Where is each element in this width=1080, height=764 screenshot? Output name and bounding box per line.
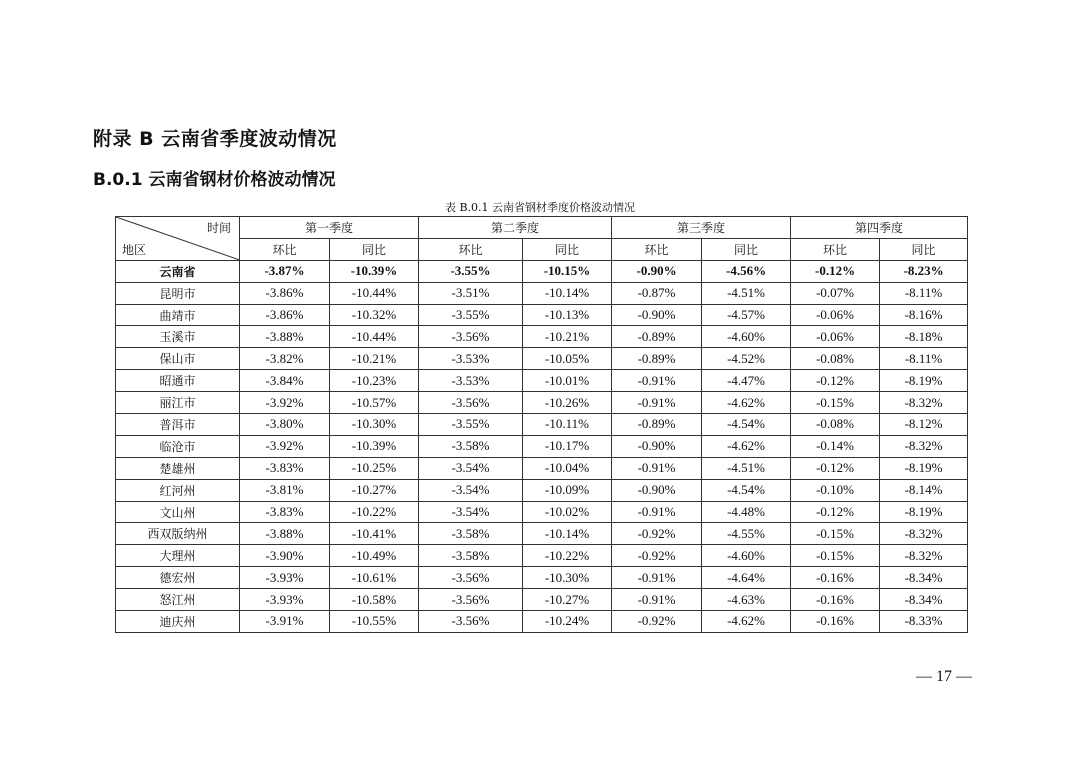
value-cell: -8.33% bbox=[880, 611, 968, 633]
region-cell: 楚雄州 bbox=[116, 457, 240, 479]
value-cell: -3.53% bbox=[419, 370, 523, 392]
table-row bbox=[116, 611, 968, 633]
value-cell: -8.32% bbox=[880, 545, 968, 567]
value-cell: -3.91% bbox=[240, 611, 330, 633]
table-row bbox=[116, 523, 968, 545]
value-cell: -0.06% bbox=[791, 304, 880, 326]
value-cell: -10.21% bbox=[330, 348, 419, 370]
value-cell: -3.83% bbox=[240, 501, 330, 523]
quarter-header-2: 第二季度 bbox=[419, 217, 612, 239]
value-cell: -8.19% bbox=[880, 457, 968, 479]
value-cell: -0.12% bbox=[791, 260, 880, 282]
metric-header-tb: 同比 bbox=[330, 238, 419, 260]
quarter-header-3: 第三季度 bbox=[612, 217, 791, 239]
region-cell: 怒江州 bbox=[116, 589, 240, 611]
value-cell: -0.15% bbox=[791, 545, 880, 567]
region-cell: 丽江市 bbox=[116, 392, 240, 414]
table-row bbox=[116, 282, 968, 304]
value-cell: -10.01% bbox=[523, 370, 612, 392]
value-cell: -10.49% bbox=[330, 545, 419, 567]
value-cell: -3.86% bbox=[240, 304, 330, 326]
table-row bbox=[116, 435, 968, 457]
value-cell: -10.41% bbox=[330, 523, 419, 545]
value-cell: -4.60% bbox=[702, 545, 791, 567]
value-cell: -0.08% bbox=[791, 348, 880, 370]
region-cell: 文山州 bbox=[116, 501, 240, 523]
steel-price-table bbox=[115, 216, 968, 633]
region-cell: 德宏州 bbox=[116, 567, 240, 589]
value-cell: -10.25% bbox=[330, 457, 419, 479]
value-cell: -10.22% bbox=[523, 545, 612, 567]
value-cell: -10.02% bbox=[523, 501, 612, 523]
quarter-header-1: 第一季度 bbox=[240, 217, 419, 239]
value-cell: -0.06% bbox=[791, 326, 880, 348]
value-cell: -3.90% bbox=[240, 545, 330, 567]
region-cell: 曲靖市 bbox=[116, 304, 240, 326]
value-cell: -3.56% bbox=[419, 589, 523, 611]
value-cell: -4.62% bbox=[702, 435, 791, 457]
region-cell: 昆明市 bbox=[116, 282, 240, 304]
table-row bbox=[116, 457, 968, 479]
value-cell: -0.92% bbox=[612, 523, 702, 545]
value-cell: -0.90% bbox=[612, 260, 702, 282]
value-cell: -0.91% bbox=[612, 501, 702, 523]
value-cell: -0.08% bbox=[791, 414, 880, 436]
value-cell: -10.44% bbox=[330, 326, 419, 348]
value-cell: -3.55% bbox=[419, 304, 523, 326]
value-cell: -10.15% bbox=[523, 260, 612, 282]
value-cell: -10.26% bbox=[523, 392, 612, 414]
value-cell: -10.30% bbox=[523, 567, 612, 589]
value-cell: -10.14% bbox=[523, 282, 612, 304]
value-cell: -10.14% bbox=[523, 523, 612, 545]
metric-header-tb: 同比 bbox=[880, 238, 968, 260]
value-cell: -4.55% bbox=[702, 523, 791, 545]
value-cell: -4.62% bbox=[702, 611, 791, 633]
value-cell: -8.19% bbox=[880, 370, 968, 392]
metric-header-hb: 环比 bbox=[612, 238, 702, 260]
table-row bbox=[116, 392, 968, 414]
value-cell: -3.93% bbox=[240, 567, 330, 589]
value-cell: -10.39% bbox=[330, 260, 419, 282]
value-cell: -3.51% bbox=[419, 282, 523, 304]
value-cell: -8.32% bbox=[880, 523, 968, 545]
value-cell: -0.12% bbox=[791, 457, 880, 479]
quarter-header-4: 第四季度 bbox=[791, 217, 968, 239]
value-cell: -8.19% bbox=[880, 501, 968, 523]
value-cell: -10.04% bbox=[523, 457, 612, 479]
value-cell: -3.82% bbox=[240, 348, 330, 370]
region-cell: 临沧市 bbox=[116, 435, 240, 457]
value-cell: -0.12% bbox=[791, 501, 880, 523]
value-cell: -0.16% bbox=[791, 567, 880, 589]
table-row bbox=[116, 567, 968, 589]
value-cell: -10.55% bbox=[330, 611, 419, 633]
metric-header-hb: 环比 bbox=[791, 238, 880, 260]
value-cell: -10.24% bbox=[523, 611, 612, 633]
value-cell: -10.44% bbox=[330, 282, 419, 304]
appendix-heading: 附录 B 云南省季度波动情况 bbox=[93, 128, 337, 150]
value-cell: -4.51% bbox=[702, 282, 791, 304]
region-cell: 红河州 bbox=[116, 479, 240, 501]
value-cell: -0.15% bbox=[791, 392, 880, 414]
table-row bbox=[116, 414, 968, 436]
value-cell: -8.11% bbox=[880, 282, 968, 304]
table-row bbox=[116, 304, 968, 326]
value-cell: -4.54% bbox=[702, 414, 791, 436]
value-cell: -10.61% bbox=[330, 567, 419, 589]
value-cell: -0.91% bbox=[612, 370, 702, 392]
value-cell: -4.51% bbox=[702, 457, 791, 479]
value-cell: -3.56% bbox=[419, 611, 523, 633]
value-cell: -0.87% bbox=[612, 282, 702, 304]
value-cell: -3.88% bbox=[240, 326, 330, 348]
value-cell: -0.10% bbox=[791, 479, 880, 501]
value-cell: -3.80% bbox=[240, 414, 330, 436]
value-cell: -0.91% bbox=[612, 392, 702, 414]
value-cell: -3.56% bbox=[419, 326, 523, 348]
value-cell: -3.53% bbox=[419, 348, 523, 370]
region-cell: 大理州 bbox=[116, 545, 240, 567]
value-cell: -0.90% bbox=[612, 435, 702, 457]
value-cell: -8.16% bbox=[880, 304, 968, 326]
value-cell: -0.14% bbox=[791, 435, 880, 457]
value-cell: -10.05% bbox=[523, 348, 612, 370]
table-row bbox=[116, 348, 968, 370]
metric-header-tb: 同比 bbox=[523, 238, 612, 260]
value-cell: -4.57% bbox=[702, 304, 791, 326]
value-cell: -8.14% bbox=[880, 479, 968, 501]
corner-cell bbox=[116, 217, 240, 261]
value-cell: -4.64% bbox=[702, 567, 791, 589]
value-cell: -8.34% bbox=[880, 567, 968, 589]
value-cell: -4.63% bbox=[702, 589, 791, 611]
table-row bbox=[116, 260, 968, 282]
value-cell: -10.22% bbox=[330, 501, 419, 523]
value-cell: -10.58% bbox=[330, 589, 419, 611]
table-row bbox=[116, 479, 968, 501]
value-cell: -3.58% bbox=[419, 435, 523, 457]
value-cell: -3.92% bbox=[240, 435, 330, 457]
table-row bbox=[116, 501, 968, 523]
value-cell: -0.90% bbox=[612, 479, 702, 501]
value-cell: -0.16% bbox=[791, 589, 880, 611]
region-cell: 玉溪市 bbox=[116, 326, 240, 348]
value-cell: -4.62% bbox=[702, 392, 791, 414]
value-cell: -0.92% bbox=[612, 611, 702, 633]
value-cell: -3.54% bbox=[419, 501, 523, 523]
table-row bbox=[116, 326, 968, 348]
value-cell: -10.23% bbox=[330, 370, 419, 392]
value-cell: -10.39% bbox=[330, 435, 419, 457]
value-cell: -10.13% bbox=[523, 304, 612, 326]
value-cell: -3.84% bbox=[240, 370, 330, 392]
value-cell: -0.91% bbox=[612, 457, 702, 479]
value-cell: -3.58% bbox=[419, 545, 523, 567]
value-cell: -10.09% bbox=[523, 479, 612, 501]
value-cell: -4.47% bbox=[702, 370, 791, 392]
value-cell: -3.81% bbox=[240, 479, 330, 501]
header-row-metrics bbox=[116, 238, 968, 260]
value-cell: -4.56% bbox=[702, 260, 791, 282]
value-cell: -3.58% bbox=[419, 523, 523, 545]
value-cell: -4.54% bbox=[702, 479, 791, 501]
region-cell: 云南省 bbox=[116, 260, 240, 282]
value-cell: -8.32% bbox=[880, 435, 968, 457]
value-cell: -10.17% bbox=[523, 435, 612, 457]
region-cell: 西双版纳州 bbox=[116, 523, 240, 545]
value-cell: -4.52% bbox=[702, 348, 791, 370]
table-row bbox=[116, 370, 968, 392]
value-cell: -0.12% bbox=[791, 370, 880, 392]
region-cell: 昭通市 bbox=[116, 370, 240, 392]
value-cell: -0.89% bbox=[612, 326, 702, 348]
table-caption: 表 B.0.1 云南省钢材季度价格波动情况 bbox=[444, 201, 636, 214]
value-cell: -10.27% bbox=[330, 479, 419, 501]
value-cell: -8.32% bbox=[880, 392, 968, 414]
value-cell: -3.83% bbox=[240, 457, 330, 479]
value-cell: -10.30% bbox=[330, 414, 419, 436]
value-cell: -3.92% bbox=[240, 392, 330, 414]
value-cell: -3.54% bbox=[419, 457, 523, 479]
corner-label-time: 时间 bbox=[206, 221, 231, 235]
value-cell: -8.18% bbox=[880, 326, 968, 348]
header-row-quarters bbox=[116, 217, 968, 239]
value-cell: -3.55% bbox=[419, 260, 523, 282]
value-cell: -8.23% bbox=[880, 260, 968, 282]
value-cell: -10.27% bbox=[523, 589, 612, 611]
table-row bbox=[116, 589, 968, 611]
metric-header-hb: 环比 bbox=[419, 238, 523, 260]
value-cell: -3.56% bbox=[419, 392, 523, 414]
value-cell: -3.86% bbox=[240, 282, 330, 304]
region-cell: 保山市 bbox=[116, 348, 240, 370]
value-cell: -0.15% bbox=[791, 523, 880, 545]
region-cell: 普洱市 bbox=[116, 414, 240, 436]
value-cell: -10.32% bbox=[330, 304, 419, 326]
value-cell: -10.57% bbox=[330, 392, 419, 414]
value-cell: -3.55% bbox=[419, 414, 523, 436]
value-cell: -3.87% bbox=[240, 260, 330, 282]
value-cell: -0.92% bbox=[612, 545, 702, 567]
value-cell: -8.12% bbox=[880, 414, 968, 436]
metric-header-tb: 同比 bbox=[702, 238, 791, 260]
region-cell: 迪庆州 bbox=[116, 611, 240, 633]
value-cell: -8.34% bbox=[880, 589, 968, 611]
value-cell: -0.07% bbox=[791, 282, 880, 304]
value-cell: -3.93% bbox=[240, 589, 330, 611]
value-cell: -8.11% bbox=[880, 348, 968, 370]
value-cell: -10.11% bbox=[523, 414, 612, 436]
page-number: — 17 — bbox=[916, 668, 972, 685]
value-cell: -3.88% bbox=[240, 523, 330, 545]
value-cell: -3.56% bbox=[419, 567, 523, 589]
value-cell: -0.91% bbox=[612, 567, 702, 589]
value-cell: -4.48% bbox=[702, 501, 791, 523]
section-heading: B.0.1 云南省钢材价格波动情况 bbox=[93, 170, 336, 190]
value-cell: -0.89% bbox=[612, 414, 702, 436]
value-cell: -0.89% bbox=[612, 348, 702, 370]
value-cell: -0.90% bbox=[612, 304, 702, 326]
value-cell: -3.54% bbox=[419, 479, 523, 501]
value-cell: -4.60% bbox=[702, 326, 791, 348]
corner-label-region: 地区 bbox=[122, 242, 147, 257]
value-cell: -10.21% bbox=[523, 326, 612, 348]
value-cell: -0.16% bbox=[791, 611, 880, 633]
table-row bbox=[116, 545, 968, 567]
value-cell: -0.91% bbox=[612, 589, 702, 611]
metric-header-hb: 环比 bbox=[240, 238, 330, 260]
